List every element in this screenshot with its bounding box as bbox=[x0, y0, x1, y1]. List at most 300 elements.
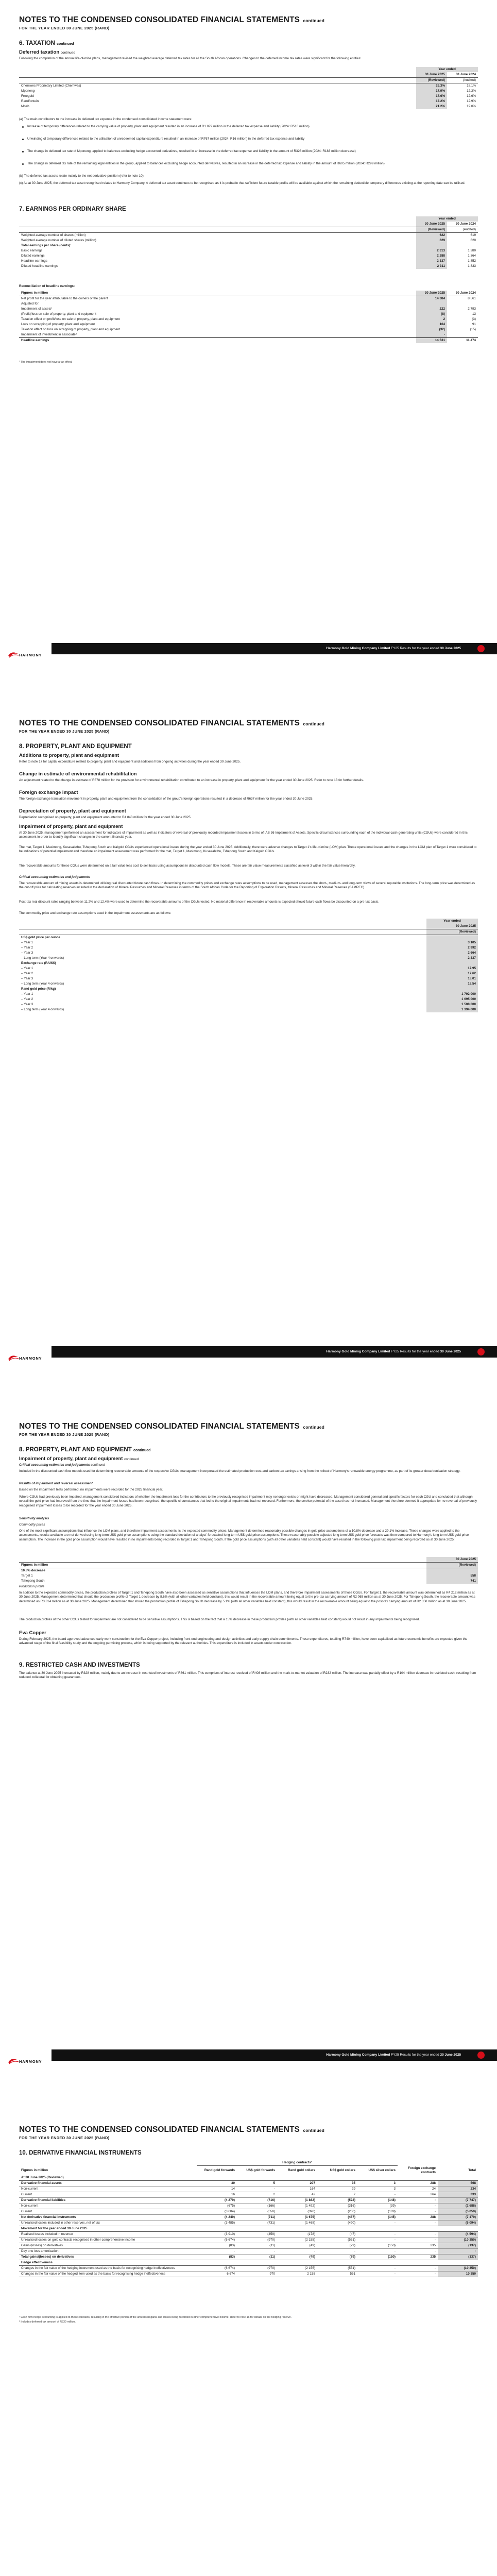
commodity-row-label: – Year 2 bbox=[21, 972, 33, 975]
derivative-cell: - bbox=[398, 2271, 438, 2277]
commodity-row bbox=[19, 951, 478, 956]
recon-row-value-2024: 13 bbox=[472, 312, 476, 316]
derivative-row-label: Realised losses included in revenue bbox=[19, 2231, 197, 2237]
commodity-row-label: – Year 3 bbox=[21, 1003, 33, 1006]
commodity-intro: The commodity price and exchange rate assumptions used in the impairment assessments are as follows: bbox=[19, 911, 172, 915]
eva-copper-title: Eva Copper bbox=[19, 1630, 46, 1636]
derivative-cell: (137) bbox=[438, 2243, 478, 2248]
section-10-title: 10. DERIVATIVE FINANCIAL INSTRUMENTS bbox=[19, 2150, 142, 2156]
derivative-row bbox=[19, 2197, 478, 2203]
eps-row-label: Diluted headline earnings bbox=[21, 264, 58, 268]
commodity-row-label: – Long term (Year 4 onwards) bbox=[21, 982, 64, 986]
commodity-group-label: US$ gold price per ounce bbox=[21, 936, 60, 939]
eps-row-label: Weighted average number of diluted shares (million) bbox=[21, 239, 96, 242]
derivative-cell: 568 bbox=[438, 2180, 478, 2186]
derivative-cell: 288 bbox=[398, 2214, 438, 2220]
bullet-item: Increase of temporary differences related to the carrying value of property, plant and equipment resulted in an increase of R1 079 million in the deferred tax expense and liability (2024: R510 million) bbox=[27, 125, 470, 129]
derivative-cell: - bbox=[197, 2248, 237, 2254]
derivative-row bbox=[19, 2248, 478, 2254]
section-9-paragraph: The balance at 30 June 2025 increased by R328 million, mainly due to an increase in restricted investments of R861 million. This comprises of interest received of R408 million and the mark-to-market valuation of R232 million. The increase was partially offset by a R104 million decrease in restricted cash, resulting from reduced collateral for obtaining guarantees. bbox=[19, 1671, 476, 1680]
recon-row-value-2024: (15) bbox=[470, 328, 476, 331]
eps-row-value-2025: 622 bbox=[416, 233, 447, 239]
derivative-cell: - bbox=[398, 2231, 438, 2237]
derivative-cell: (7 747) bbox=[438, 2197, 478, 2203]
impairment-paragraph-1: At 30 June 2025, management performed an assessment for indicators of impairment as well as indicators of reversal of previously recorded impairment losses in terms of IAS 36 Impairment of Assets. Specific circumstances surrounding each of the individual cash-generating units (CGUs) were considered in this assessment in order to identify significant changes in the current financial year. bbox=[19, 831, 468, 839]
derivative-cell: (1 675) bbox=[277, 2214, 317, 2220]
commodity-prices-title: Commodity prices bbox=[19, 1523, 45, 1527]
recon-row-value-2025: (32) bbox=[416, 327, 447, 332]
commodity-row bbox=[19, 971, 478, 976]
eps-row-label: Weighted average number of shares (million) bbox=[21, 233, 86, 237]
derivative-cell: (1 882) bbox=[277, 2197, 317, 2203]
rate-row-value-2024: 18.1% bbox=[467, 84, 476, 88]
recon-row-value-2024: 91 bbox=[472, 323, 476, 326]
derivative-section-row bbox=[19, 2226, 478, 2231]
page-subtitle: FOR THE YEAR ENDED 30 JUNE 2025 (RAND) bbox=[19, 729, 110, 734]
derivative-cell: - bbox=[357, 2248, 398, 2254]
production-paragraph: In addition to the expected commodity prices, the production profiles of Target 1 and Tshepong South have also been assessed as sensitive assumptions that influences the LOM plans, and therefore impairment assessments of those CGUs. For Target 1, the recoverable amount was determined as R4 212 million as at 30 June 2025. Management determined that should the production profile of Target 1 decrease by 8.6% (with all other variables held constant), this would result in the recoverable amount being equal to the pre-tax carrying amount of R2 065 million as at 30 June 2025. For Tshepong South, the recoverable amount was determined as R3 314 million as at 30 June 2025. Management determined that should the production profile of Tshepong South decrease by 5.1% (with all other variables held constant), this would result in the recoverable amount being equal to the post-tax carrying amount of R2 350 million as at 30 June 2025. bbox=[19, 1591, 475, 1603]
derivative-cell: 24 bbox=[398, 2186, 438, 2192]
rate-row-label: Moab bbox=[21, 105, 29, 108]
derivative-cell: - bbox=[317, 2248, 357, 2254]
derivative-col-header: Rand gold forwards bbox=[204, 2168, 235, 2172]
commodity-row-label: – Year 3 bbox=[21, 951, 33, 955]
derivative-cell: 5 bbox=[237, 2180, 277, 2186]
rate-row-label: Chemwes Proprietary Limited (Chemwes) bbox=[21, 84, 81, 88]
derivative-cell: (47) bbox=[317, 2231, 357, 2237]
recon-row-value-2024: 8 561 bbox=[468, 297, 476, 300]
derivative-cell: (487) bbox=[317, 2214, 357, 2220]
footer-bar bbox=[0, 643, 497, 654]
rate-row-value-2024: 12.6% bbox=[467, 94, 476, 98]
commodity-row-label: – Year 3 bbox=[21, 977, 33, 980]
derivative-cell: (551) bbox=[317, 2237, 357, 2243]
page-subtitle: FOR THE YEAR ENDED 30 JUNE 2025 (RAND) bbox=[19, 26, 110, 30]
derivative-footnote: ² Includes deferred tax amount of R530 million. bbox=[19, 2320, 76, 2324]
derivative-cell: - bbox=[357, 2192, 398, 2197]
impairment-paragraph-3: The recoverable amounts for these CGUs were determined on a fair value less cost to sell basis using assumptions in discounted cash flow models. These are fair value measurements classified as level 3 within the fair value hierarchy. bbox=[19, 864, 356, 868]
derivative-cell: (2 155) bbox=[277, 2265, 317, 2271]
rate-row-value-2024: 12.9% bbox=[467, 99, 476, 103]
commodity-row bbox=[19, 981, 478, 987]
derivative-cell: (83) bbox=[197, 2254, 237, 2260]
eps-row bbox=[19, 238, 478, 243]
rate-row-label: Freegold bbox=[21, 94, 34, 98]
commodity-paragraph: One of the most significant assumptions that influence the LOM plans, and therefore impairment assessments, is the expected commodity prices. Management determined reasonably possible changes in gold price assumptions of a 10.8% decrease and a 29.1% increase. These changes were applied to the assessments, results available are not derived using long term US$ gold price assumptions using the standard deviation of analyst' forecasted long-term US$ gold price assumptions. These reasonably possible adjusted long term US$ gold price forecasts was then compared to Harmony's long-term US$ gold price assumption. The increase in the gold price assumption would have resulted in no impairments being recorded in Target 1 and Tshepong South. If the gold price assumptions (with all other variables held constant) would have resulted in the following post-tax impairment being recorded as at 30 June 2025: bbox=[19, 1529, 469, 1541]
rate-row bbox=[19, 99, 478, 104]
derivative-cell: (1 468) bbox=[277, 2220, 317, 2226]
derivative-cell: - bbox=[237, 2248, 277, 2254]
page-2: NOTES TO THE CONDENSED CONSOLIDATED FINANCIAL STATEMENTS continued FOR THE YEAR ENDED 30 JUNE 2025 (RAND) 8. PROPERTY, PLANT AND EQUIPMENT Additions to property, plant and equipment Refer to note 17 for capital expenditure related to property, plant and equipment and additions from ongoing activities during the year ended 30 June 2025. Change in estimate of environmental rehabilitation An adjustment related to the change in estimate of R578 million for the provision for environmental rehabilitation contributed to an increase in property, plant and equipment for the year ended 30 June 2025. Refer to note 13 for further details. Foreign exchange impact The foreign exchange translation movement in property, plant and equipment from the consolidation of the group's foreign operations resulted in a decrease of R637 million for the year ended 30 June 2025. Depreciation of property, plant and equipment Depreciation recognised on property, plant and equipment amounted to R4 843 million for the year ended 30 June 2025. Impairment of property, plant and equipment At 30 June 2025, management performed an assessment for indicators of impairment as well as indicators of reversal of previously recorded impairment losses in terms of IAS 36 Impairment of Assets. Specific circumstances surrounding each of the individual cash-generating units (CGUs) were considered in this assessment in order to identify significant changes in the current financial year. The mat, Target 1, Masimong, Kusasalethu, Tshepong South and Kalgold CGUs experienced operational issues during the year ended 30 June 2025. Additionally, there were adverse changes to Target 1's life-of-mine (LOM) plan. These operational issues and the changes in the LOM plan of Target 1 were considered to be indications of potential impairment and therefore an impairment assessment was performed for the mat, Target 1, Masimong, Kusasalethu, Tshepong South and Kalgold CGUs. The recoverable amounts for these CGUs were determined on a fair value less cost to sell basis using assumptions in discounted cash flow models. These are fair value measurements classified as level 3 within the fair value hierarchy. Critical accounting estimates and judgements The recoverable amount of mining assets is determined utilising real discounted future cash flows. In determining the commodity prices and exchange rates assumptions to be used, management assesses the short-, medium- and long-term views of several reputable institutions. The long-term price was determined as the cut-off price for calculating reserves included in the declaration of Mineral Resources and Mineral Reserves in terms of the South African Code for the Reporting of Exploration Results, Mineral Resources and Mineral Reserves (SAMREC). Post-tax real discount rates ranging between 11.2% and 12.4% were used to determine the recoverable amounts of the CGUs tested. No material difference in recoverable amounts is expected should future cash flows be discounted on a pre-tax basis. The commodity price and exchange rate assumptions used in the impairment assessments are as follows: Year ended 30 June 2025 (Reviewed) US$ gold price per ounce – Year 1 3 105 – Year 2 2 992 – Year 3 2 664 – Long term (Year 4 onwards) 2 337 Exchange rate (R/US$) – Year 1 17.95 – Year 2 17.62 – Year 3 18.01 – Long term (Year 4 onwards) 18.54 Rand gold price (R/kg) – Year 1 1 792 000 – Year 2 1 695 000 – Year 3 1 508 000 – Long term (Year 4 onwards) 1 394 000 Harmony Gold Mining Company Limited FY25 Results for the year ended 30 June 2025 HARMONY bbox=[0, 703, 497, 1406]
page-subtitle: FOR THE YEAR ENDED 30 JUNE 2025 (RAND) bbox=[19, 1432, 110, 1437]
commodity-group-head bbox=[19, 935, 478, 941]
sensitivity-title: Sensitivity analysis bbox=[19, 1517, 49, 1520]
derivative-cell: (459) bbox=[237, 2231, 277, 2237]
derivative-cell: - bbox=[398, 2220, 438, 2226]
derivative-row-label: Changes in the fair value of the hedged item used as the basis for recognising hedge ineffectiveness bbox=[19, 2271, 197, 2277]
recon-row bbox=[19, 301, 478, 307]
derivative-cell: (49) bbox=[277, 2254, 317, 2260]
critical-paragraph: The recoverable amount of mining assets is determined utilising real discounted future cash flows. In determining the commodity prices and exchange rates assumptions to be used, management assesses the short-, medium- and long-term views of several reputable institutions. The long-term price was determined as the cut-off price for calculating reserves included in the declaration of Mineral Resources and Mineral Reserves in terms of the South African Code for the Reporting of Exploration Results, Mineral Resources and Mineral Reserves (SAMREC). bbox=[19, 882, 475, 890]
commodity-row-value: 3 105 bbox=[426, 940, 478, 945]
recon-title: Reconciliation of headline earnings: bbox=[19, 284, 75, 288]
section-8-title: 8. PROPERTY, PLANT AND EQUIPMENT continued bbox=[19, 1447, 151, 1453]
commodity-row-value: 18.54 bbox=[426, 981, 478, 987]
rate-row bbox=[19, 89, 478, 94]
deferred-paragraph: Following the completion of the annual life-of-mine plans, management revised the weighted average deferred tax rates for all the South African operations. Changes to the deferred income tax rates were significant for the following entities: bbox=[19, 57, 362, 60]
derivative-cell: 288 bbox=[398, 2180, 438, 2186]
eps-row-label: Basic earnings bbox=[21, 249, 43, 252]
commodity-row-label: – Year 1 bbox=[21, 992, 33, 996]
derivative-section-label: At 30 June 2025 (Reviewed) bbox=[19, 2175, 478, 2181]
derivative-cell: (716) bbox=[237, 2197, 277, 2203]
derivative-row-label: Non-current bbox=[19, 2186, 197, 2192]
eps-row-value-2024: 1 852 bbox=[468, 259, 476, 263]
footer-text: Harmony Gold Mining Company Limited FY25 Results for the year ended 30 June 2025 bbox=[326, 2053, 461, 2057]
section-8-title: 8. PROPERTY, PLANT AND EQUIPMENT bbox=[19, 743, 132, 750]
derivative-cell: (150) bbox=[357, 2243, 398, 2248]
derivative-cell: - bbox=[398, 2197, 438, 2203]
commodity-row-value: 2 992 bbox=[426, 945, 478, 951]
derivative-cell: (11) bbox=[237, 2243, 277, 2248]
footer-bar bbox=[0, 1346, 497, 1358]
derivative-cell: (137) bbox=[438, 2254, 478, 2260]
commodity-row bbox=[19, 997, 478, 1002]
derivative-cell: 235 bbox=[398, 2243, 438, 2248]
derivative-cell: (39) bbox=[357, 2203, 398, 2209]
derivative-cell: (148) bbox=[357, 2197, 398, 2203]
derivative-cell: 970 bbox=[237, 2271, 277, 2277]
recon-row bbox=[19, 322, 478, 327]
sensitivity-row-label: Tshepong South bbox=[21, 1579, 45, 1583]
bullet-item: The change in deferred tax rate of Mponeng, applied to balances excluding hedge accounted derivatives, resulted in an increase in the deferred tax expense and liability in the amount of R328 million (2024: R183 million decrease) bbox=[27, 149, 470, 154]
commodity-row-value: 17.95 bbox=[426, 966, 478, 971]
eps-row-value-2025: 629 bbox=[416, 238, 447, 243]
derivative-cell: - bbox=[398, 2203, 438, 2209]
derivative-cell: (150) bbox=[357, 2254, 398, 2260]
derivative-cell: (970) bbox=[237, 2237, 277, 2243]
commodity-row-value: 2 664 bbox=[426, 951, 478, 956]
commodity-row bbox=[19, 1007, 478, 1012]
footer-text: Harmony Gold Mining Company Limited FY25 Results for the year ended 30 June 2025 bbox=[326, 647, 461, 650]
page-title: NOTES TO THE CONDENSED CONSOLIDATED FINANCIAL STATEMENTS continued bbox=[19, 1422, 324, 1431]
derivative-cell: (83) bbox=[197, 2243, 237, 2248]
note-a: (a) The main contributors to the increase in deferred tax expense in the condensed consolidated income statement were: bbox=[19, 117, 193, 121]
commodity-row bbox=[19, 940, 478, 945]
derivative-cell: (145) bbox=[357, 2214, 398, 2220]
production-paragraph-2: The production profiles of the other CGUs tested for impairment are not considered to be sensitive assumptions. This is based on the fact that a 15% decrease in these production profiles (with all other variables held constant) would not result in any impairments being recognised. bbox=[19, 1618, 420, 1621]
derivative-cell: (166) bbox=[237, 2203, 277, 2209]
recon-row bbox=[19, 296, 478, 302]
derivative-cell: (490) bbox=[317, 2220, 357, 2226]
eps-row bbox=[19, 233, 478, 239]
recon-row-value-2025: 2 bbox=[416, 317, 447, 322]
derivative-cell: (2 688) bbox=[438, 2203, 478, 2209]
eps-row bbox=[19, 259, 478, 264]
recon-footnote: ¹ The impairment does not have a tax effect. bbox=[19, 361, 73, 364]
page-3: NOTES TO THE CONDENSED CONSOLIDATED FINANCIAL STATEMENTS continued FOR THE YEAR ENDED 30 JUNE 2025 (RAND) 8. PROPERTY, PLANT AND EQUIPMENT continued Impairment of property, plant and equipment continued Critical accounting estimates and judgements continued Included in the discounted cash flow models used for determining recoverable amounts of the respective CGUs, management incorporated the estimated production cost and carbon tax savings arising from the rollout of Harmony's renewable energy programme, as part of its greater decarbonisation strategy. Results of impairment and reversal assessment Based on the impairment tests performed, no impairments were recorded for the 2025 financial year. Where CGUs had previously been impaired, management considered indicators of whether the impairment loss for the contributors to the previously recognised impairment may no longer exists or might have decreased. Management considered general and specific factors for each CGU and concluded that although overall the gold price had improved from the time that the impairment losses had been recognised, the specific circumstances that led to the original impairments had not reversed. Furthermore, the service potential of the asset has not increased. Management therefore deemed it appropriate for no reversal of previously recognised impairment losses to be recorded for the year ended 30 June 2025. Sensitivity analysis Commodity prices One of the most significant assumptions that influence the LOM plans, and therefore impairment assessments, is the expected commodity prices. Management determined reasonably possible changes in gold price assumptions of a 10.8% decrease and a 29.1% increase. These changes were applied to the assessments, results available are not derived using long term US$ gold price assumptions using the standard deviation of analyst' forecasted long-term US$ gold price assumptions. These reasonably possible adjusted long term US$ gold price forecasts was then compared to Harmony's long-term US$ gold price assumption. The increase in the gold price assumption would have resulted in no impairments being recorded in Target 1 and Tshepong South. If the gold price assumptions (with all other variables held constant) would have resulted in the following post-tax impairment being recorded as at 30 June 2025: 30 June 2025 Figures in million (Reviewed) 10.8% decrease Target 1 558 Tshepong South 741 Production profile In addition to the expected commodity prices, the production profiles of Target 1 and Tshepong South have also been assessed as sensitive assumptions that influences the LOM plans, and therefore impairment assessments of those CGUs. For Target 1, the recoverable amount was determined as R4 212 million as at 30 June 2025. Management determined that should the production profile of Target 1 decrease by 8.6% (with all other variables held constant), this would result in the recoverable amount being equal to the pre-tax carrying amount of R2 065 million as at 30 June 2025. For Tshepong South, the recoverable amount was determined as R3 314 million as at 30 June 2025. Management determined that should the production profile of Tshepong South decrease by 5.1% (with all other variables held constant), this would result in the recoverable amount being equal to the post-tax carrying amount of R2 350 million as at 30 June 2025. The production profiles of the other CGUs tested for impairment are not considered to be sensitive assumptions. This is based on the fact that a 15% decrease in these production profiles (with all other variables held constant) would not result in any impairments being recognised. Eva Copper During February 2025, the board approved advanced early work construction for the Eva Copper project, including front end engineering and design activities and early supply chain commitments. These expenditures, totalling R740 million, have been capitalised as future economic benefits are expected given the advanced stage of the final feasibility study and the ongoing permitting process, which is being supported by the relevant authorities. This expenditure is included in assets under construction. 9. RESTRICTED CASH AND INVESTMENTS The balance at 30 June 2025 increased by R328 million, mainly due to an increase in restricted investments of R861 million. This comprises of interest received of R408 million and the mark-to-market valuation of R232 million. The increase was partially offset by a R104 million decrease in restricted cash, resulting from reduced collateral for obtaining guarantees. Harmony Gold Mining Company Limited FY25 Results for the year ended 30 June 2025 HARMONY bbox=[0, 1406, 497, 2110]
derivative-cell: 30 bbox=[197, 2180, 237, 2186]
derivative-cell: 3 bbox=[357, 2186, 398, 2192]
derivative-cell: (550) bbox=[237, 2209, 277, 2214]
derivative-row-label: Current bbox=[19, 2209, 197, 2214]
derivative-row bbox=[19, 2265, 478, 2271]
rate-row-label: Mponeng bbox=[21, 89, 35, 93]
derivative-cell: (522) bbox=[317, 2197, 357, 2203]
footer-text: Harmony Gold Mining Company Limited FY25 Results for the year ended 30 June 2025 bbox=[326, 1350, 461, 1353]
derivative-col-header: US$ silver collars bbox=[368, 2168, 396, 2172]
commodity-row-label: – Long term (Year 4 onwards) bbox=[21, 1008, 64, 1011]
recon-row bbox=[19, 338, 478, 344]
derivative-col-header: Rand gold collars bbox=[288, 2168, 315, 2172]
page-badge-icon bbox=[477, 645, 485, 652]
recon-row-value-2024 bbox=[447, 301, 478, 307]
commodity-row-value: 18.01 bbox=[426, 976, 478, 981]
derivative-row-label: Non-current bbox=[19, 2203, 197, 2209]
page-title: NOTES TO THE CONDENSED CONSOLIDATED FINANCIAL STATEMENTS continued bbox=[19, 2125, 324, 2134]
commodity-row-label: – Year 2 bbox=[21, 946, 33, 950]
derivative-cell: (3 485) bbox=[197, 2220, 237, 2226]
derivative-cell: 2 bbox=[237, 2192, 277, 2197]
derivative-cell: - bbox=[398, 2248, 438, 2254]
derivative-cell: (4 249) bbox=[197, 2214, 237, 2220]
rate-row-label: Randfontein bbox=[21, 99, 39, 103]
rehab-title: Change in estimate of environmental rehabilitation bbox=[19, 771, 137, 777]
derivative-col-header: US$ gold forwards bbox=[246, 2168, 275, 2172]
commodity-row-value: 1 394 000 bbox=[426, 1007, 478, 1012]
recon-row bbox=[19, 312, 478, 317]
derivative-cell: 29 bbox=[317, 2186, 357, 2192]
derivative-cell: (7 179) bbox=[438, 2214, 478, 2220]
derivative-cell: 2 155 bbox=[277, 2271, 317, 2277]
recon-row-value-2024: 2 793 bbox=[468, 307, 476, 311]
derivative-cell: - bbox=[277, 2248, 317, 2254]
page-badge-icon bbox=[477, 1348, 485, 1355]
derivative-cell: 333 bbox=[438, 2192, 478, 2197]
derivative-cell: 207 bbox=[277, 2180, 317, 2186]
bullet-item: Unwinding of temporary differences related to the utilisation of unredeemed capital expenditure resulted in an increase of R767 million (2024: R16 million) in the deferred tax expense and liability bbox=[27, 137, 470, 141]
commodity-group-label: Exchange rate (R/US$) bbox=[21, 961, 56, 965]
derivative-row bbox=[19, 2237, 478, 2243]
discount-paragraph: Post-tax real discount rates ranging between 11.2% and 12.4% were used to determine the recoverable amounts of the CGUs tested. No material difference in recoverable amounts is expected should future cash flows be discounted on a pre-tax basis. bbox=[19, 900, 380, 904]
derivative-cell: - bbox=[398, 2209, 438, 2214]
derivative-row-label: Day one loss amortisation bbox=[19, 2248, 197, 2254]
eps-row-value-2025: 2 311 bbox=[416, 264, 447, 269]
harmony-logo-icon bbox=[8, 1354, 19, 1361]
derivative-cell: (2 155) bbox=[277, 2237, 317, 2243]
recon-row-label: Adjusted for: bbox=[21, 302, 40, 306]
commodity-row bbox=[19, 992, 478, 997]
deferred-taxation-title: Deferred taxation continued bbox=[19, 49, 75, 55]
derivative-cell: (49) bbox=[277, 2243, 317, 2248]
commodity-row-value: 1 695 000 bbox=[426, 997, 478, 1002]
commodity-row bbox=[19, 945, 478, 951]
recon-row-label: Headline earnings bbox=[19, 338, 416, 344]
harmony-logo-icon bbox=[8, 2057, 19, 2064]
rate-row-value-2025: 17.6% bbox=[416, 94, 447, 99]
derivative-row bbox=[19, 2231, 478, 2237]
commodity-row-value: 1 508 000 bbox=[426, 1002, 478, 1007]
additions-title: Additions to property, plant and equipment bbox=[19, 753, 119, 758]
recon-row-label: Net profit for the year attributable to the owners of the parent bbox=[21, 297, 108, 300]
page-4 bbox=[0, 2110, 497, 2576]
recon-row-value-2025 bbox=[416, 301, 447, 307]
page-1: NOTES TO THE CONDENSED CONSOLIDATED FINANCIAL STATEMENTS continued FOR THE YEAR ENDED 30 JUNE 2025 (RAND) 6. TAXATION continued Deferred taxation continued Following the completion of the annual life-of-mine plans, management revised the weighted average deferred tax rates for all the South African operations. Changes to the deferred income tax rates were significant for the following entities: Year ended 30 June 2025 30 June 2024 (Reviewed) (Audited) Chemwes Proprietary Limited (Chemwes) 26.3% 18.1% Mponeng 17.9% 12.3% Freegold 17.6% 12.6% Randfontein 17.2% 12.9% Moab 21.2% 19.0% (a) The main contributors to the increase in deferred tax expense in the condensed consolidated income statement were: Increase of temporary differences related to the carrying value of property, plant and equipment resulted in an increase of R1 079 million in the deferred tax expense and liability (2024: R510 million) Unwinding of temporary differences related to the utilisation of unredeemed capital expenditure resulted in an increase of R767 million (2024: R16 million) in the deferred tax expense and liability The change in deferred tax rate of Mponeng, applied to balances excluding hedge accounted derivatives, resulted in an increase in the deferred tax expense and liability in the amount of R328 million (2024: R183 million decrease) The change in deferred tax rate of the remaining legal entities in the group, applied to balances excluding hedge accounted derivatives, resulted in an increase in the deferred tax expense and liability in the amount of R605 million (2024: R299 million). (b) The deferred tax assets relate mainly to the net derivative position (refer to note 10). (c) As at 30 June 2025, the deferred tax asset recognised relates to Harmony Company. A deferred tax asset continues to be recognised as it is probable that sufficient future taxable profits will be available against which the remaining deductible temporary differences existing at the reporting date can be utilised. 7. EARNINGS PER ORDINARY SHARE Year ended 30 June 2025 30 June 2024 (Reviewed) (Audited) Weighted average number of shares (million) 622 619 Weighted average number of diluted shares (million) 629 620 Total earnings per share (cents): Basic earnings 2 313 1 380 Diluted earnings 2 288 1 364 Headline earnings 2 337 1 852 Diluted headline earnings 2 311 1 833 Reconciliation of headline earnings: Figures in million 30 June 2025 30 June 2024 Net profit for the year attributable to the owners of the parent 14 384 8 561 Adjusted for: Impairment of assets¹ 222 2 793 (Profit)/loss on sale of property, plant and equipment (8) 13 Taxation effect on profit/loss on sale of property, plant and equipment 2 (3) Loss on scrapping of property, plant and equipment 164 91 Taxation effect on loss on scrapping of property, plant and equipment (32) (15) Impairment of investment in associate² - Headline earnings 14 531 11 474 ¹ The impairment does not have a tax effect. Harmony Gold Mining Company Limited FY25 Results for the year ended 30 June 2025 HARMONY bbox=[0, 0, 497, 703]
recon-row-value-2025: 222 bbox=[416, 307, 447, 312]
derivative-cell: 235 bbox=[398, 2254, 438, 2260]
derivative-cell: (970) bbox=[237, 2265, 277, 2271]
eps-row-label: Diluted earnings bbox=[21, 254, 45, 258]
eps-row-value-2024: 1 364 bbox=[468, 254, 476, 258]
derivative-cell: (6 674) bbox=[197, 2265, 237, 2271]
recon-row-label: (Profit)/loss on sale of property, plant and equipment bbox=[21, 312, 96, 316]
eps-row-value-2025: 2 288 bbox=[416, 253, 447, 259]
derivative-row-label: Gains/(losses) on derivatives bbox=[19, 2243, 197, 2248]
derivative-cell: 264 bbox=[398, 2192, 438, 2197]
commodity-row-value: 2 337 bbox=[426, 956, 478, 961]
eps-row-label: Headline earnings bbox=[21, 259, 47, 263]
eps-row-value-2024: 619 bbox=[470, 233, 476, 237]
eps-row-value-2025: 2 313 bbox=[416, 248, 447, 253]
harmony-logo-icon bbox=[8, 651, 19, 658]
rate-row-value-2025: 17.9% bbox=[416, 89, 447, 94]
derivative-cell: (731) bbox=[237, 2220, 277, 2226]
rate-row bbox=[19, 94, 478, 99]
derivative-cell: - bbox=[237, 2186, 277, 2192]
derivative-section-label: Movement for the year ended 30 June 2025 bbox=[19, 2226, 478, 2231]
commodity-row-label: – Long term (Year 4 onwards) bbox=[21, 956, 64, 960]
derivatives-table: Hedging contracts¹ Figures in million Rand gold forwards US$ gold forwards Rand gold collars US$ gold collars US$ silver collars Foreign exchange contracts Total At 30 June 2025 (Reviewed) Derivative financial assets 30 5 207 35 3 288 568 Non-current 14 - 164 29 3 24 234 Current 16 2 42 7 - 264 333 Derivative financial liabilities (4 279) (716) (1 882) (522) (148) - (7 747) Non-current (675) (166) (1 492) (316) (39) - (2 688) Current (3 604) (550) (390) (206) (109) - (5 059) Net derivative financial instruments (4 249) (711) (1 675) (487) (145) 288 (7 179) Unrealised losses included in other reserves, net of tax (3 485) (731) (1 468) (490) - - (6 094) Movement for the year ended 30 June 2025 Realised losses included in revenue (3 910) (459) (178) (47) - - (4 594) Unrealised losses on gold contracts recognised in other comprehensive income (6 674) (970) (2 155) (551) - - (10 350) Gains/(losses) on derivatives (83) (11) (49) (79) (150) 235 (137) Day one loss amortisation - - - - - - - Total gains/(losses) on derivatives (83) (11) (49) (79) (150) 235 (137) Hedge effectiveness Changes in the fair value of the hedging instrument used as the basis for recognising hedge ineffectiveness (6 674) (970) (2 155) (551) - - (10 350) Changes in the fair value of the hedged item used as the basis for recognising hedge ineffectiveness 6 674 970 2 155 551 - - 10 350 bbox=[19, 2160, 478, 2277]
derivative-section-row bbox=[19, 2175, 478, 2181]
recon-row-value-2025: 164 bbox=[416, 322, 447, 327]
derivative-cell: - bbox=[438, 2248, 478, 2254]
results-title: Results of impairment and reversal assessment bbox=[19, 1482, 93, 1485]
recon-row bbox=[19, 327, 478, 332]
eva-copper-paragraph: During February 2025, the board approved advanced early work construction for the Eva Copper project, including front end engineering and design activities and early supply chain commitments. These expenditures, totalling R740 million, have been capitalised as future economic benefits are expected given the advanced stage of the final feasibility study and the ongoing permitting process, which is being supported by the relevant authorities. This expenditure is included in assets under construction. bbox=[19, 1637, 468, 1646]
recon-row-value-2024: (3) bbox=[472, 317, 476, 321]
derivative-row bbox=[19, 2192, 478, 2197]
commodity-group-label: Rand gold price (R/kg) bbox=[21, 987, 56, 991]
derivative-row-label: Current bbox=[19, 2192, 197, 2197]
impairment-title: Impairment of property, plant and equipment continued bbox=[19, 1456, 139, 1462]
rate-row bbox=[19, 83, 478, 89]
page-title: NOTES TO THE CONDENSED CONSOLIDATED FINANCIAL STATEMENTS continued bbox=[19, 719, 324, 727]
results-paragraph-2: Where CGUs had previously been impaired, management considered indicators of whether the impairment loss for the contributors to the previously recognised impairment may no longer exists or might have decreased. Management considered general and specific factors for each CGU and concluded that although overall the gold price had improved from the time that the impairment losses had been recognised, the specific circumstances that led to the original impairments had not reversed. Furthermore, the service potential of the asset has not increased. Management therefore deemed it appropriate for no reversal of previously recognised impairment losses to be recorded for the year ended 30 June 2025. bbox=[19, 1495, 477, 1507]
recon-row-label: Impairment of assets¹ bbox=[21, 307, 53, 311]
rate-row bbox=[19, 104, 478, 109]
recon-row bbox=[19, 332, 478, 338]
recon-row-value-2025: 14 384 bbox=[416, 296, 447, 302]
derivative-cell: - bbox=[398, 2265, 438, 2271]
note-b: (b) The deferred tax assets relate mainly to the net derivative position (refer to note 10). bbox=[19, 174, 145, 178]
commodity-row bbox=[19, 966, 478, 971]
derivative-cell: (10 350) bbox=[438, 2237, 478, 2243]
derivative-row-label: Unrealised losses included in other reserves, net of tax bbox=[19, 2220, 197, 2226]
recon-row-value-2025: - bbox=[416, 332, 447, 338]
derivative-section-label: Hedge effectiveness bbox=[19, 2260, 478, 2265]
recon-row-value-2024: 11 474 bbox=[447, 338, 478, 344]
sensitivity-row-label: Target 1 bbox=[21, 1574, 33, 1578]
note-c: (c) As at 30 June 2025, the deferred tax asset recognised relates to Harmony Company. A deferred tax asset continues to be recognised as it is probable that sufficient future taxable profits will be available against which the remaining deductible temporary differences existing at the reporting date can be utilised. bbox=[19, 181, 466, 185]
derivative-cell: 42 bbox=[277, 2192, 317, 2197]
commodity-row bbox=[19, 1002, 478, 1007]
derivative-cell: (6 094) bbox=[438, 2220, 478, 2226]
derivative-cell: (178) bbox=[277, 2231, 317, 2237]
derivative-row bbox=[19, 2209, 478, 2214]
sensitivity-row-value: 741 bbox=[426, 1579, 478, 1584]
additions-paragraph: Refer to note 17 for capital expenditure related to property, plant and equipment and additions from ongoing activities during the year ended 30 June 2025. bbox=[19, 760, 241, 764]
commodity-row-label: – Year 2 bbox=[21, 997, 33, 1001]
sensitivity-row-value: 558 bbox=[426, 1573, 478, 1579]
critical-paragraph: Included in the discounted cash flow models used for determining recoverable amounts of the respective CGUs, management incorporated the estimated production cost and carbon tax savings arising from the rollout of Harmony's renewable energy programme, as part of its greater decarbonisation strategy. bbox=[19, 1469, 460, 1473]
derivative-cell: 164 bbox=[277, 2186, 317, 2192]
commodity-row-label: – Year 1 bbox=[21, 967, 33, 970]
derivative-cell: (11) bbox=[237, 2254, 277, 2260]
derivative-cell: (1 492) bbox=[277, 2203, 317, 2209]
derivative-cell: - bbox=[357, 2265, 398, 2271]
derivative-cell: 10 350 bbox=[438, 2271, 478, 2277]
derivative-cell: (109) bbox=[357, 2209, 398, 2214]
eps-row bbox=[19, 253, 478, 259]
derivative-row bbox=[19, 2203, 478, 2209]
eps-table: Year ended 30 June 2025 30 June 2024 (Reviewed) (Audited) Weighted average number of shares (million) 622 619 Weighted average number of diluted shares (million) 629 620 Total earnings per share (cents): Basic earnings 2 313 1 380 Diluted earnings 2 288 1 364 Headline earnings 2 337 1 852 Diluted headline earnings 2 311 1 833 bbox=[19, 216, 478, 269]
recon-table: Figures in million 30 June 2025 30 June 2024 Net profit for the year attributable to the owners of the parent 14 384 8 561 Adjusted for: Impairment of assets¹ 222 2 793 (Profit)/loss on sale of property, plant and equipment (8) 13 Taxation effect on profit/loss on sale of property, plant and equipment 2 (3) Loss on scrapping of property, plant and equipment 164 91 Taxation effect on loss on scrapping of property, plant and equipment (32) (15) Impairment of investment in associate² - Headline earnings 14 531 11 474 bbox=[19, 291, 478, 343]
footer-bar bbox=[0, 2049, 497, 2061]
derivative-footnote: ¹ Cash flow hedge accounting is applied to these contracts, resulting in the effective portion of the unrealised gains and losses being recorded in other comprehensive income. Refer to note 16 for details on the hedging reserve. bbox=[19, 2316, 292, 2319]
derivative-cell: 551 bbox=[317, 2271, 357, 2277]
derivative-col-header: Total bbox=[468, 2168, 476, 2172]
page-subtitle: FOR THE YEAR ENDED 30 JUNE 2025 (RAND) bbox=[19, 2136, 110, 2140]
derivative-cell: 234 bbox=[438, 2186, 478, 2192]
eps-row-value-2025: 2 337 bbox=[416, 259, 447, 264]
page-title: NOTES TO THE CONDENSED CONSOLIDATED FINANCIAL STATEMENTS continued bbox=[19, 15, 324, 24]
commodity-row-value: 17.62 bbox=[426, 971, 478, 976]
derivative-cell: (4 594) bbox=[438, 2231, 478, 2237]
derivative-row-label: Derivative financial assets bbox=[19, 2180, 197, 2186]
derivative-cell: 6 674 bbox=[197, 2271, 237, 2277]
derivative-cell: 35 bbox=[317, 2180, 357, 2186]
sensitivity-row bbox=[19, 1579, 478, 1584]
derivative-row bbox=[19, 2243, 478, 2248]
rate-row-value-2024: 12.3% bbox=[467, 89, 476, 93]
derivative-cell: 14 bbox=[197, 2186, 237, 2192]
recon-row-label: Taxation effect on loss on scrapping of property, plant and equipment bbox=[21, 328, 120, 331]
critical-estimates-title: Critical accounting estimates and judgements continued bbox=[19, 1463, 105, 1467]
depreciation-paragraph: Depreciation recognised on property, plant and equipment amounted to R4 843 million for the year ended 30 June 2025. bbox=[19, 816, 192, 819]
derivative-cell: (10 350) bbox=[438, 2265, 478, 2271]
eps-row bbox=[19, 248, 478, 253]
commodity-group-head bbox=[19, 987, 478, 992]
derivative-row bbox=[19, 2271, 478, 2277]
section-9-title: 9. RESTRICTED CASH AND INVESTMENTS bbox=[19, 1662, 140, 1668]
rate-row-value-2025: 17.2% bbox=[416, 99, 447, 104]
recon-row-label: Loss on scrapping of property, plant and equipment bbox=[21, 323, 95, 326]
commodity-row-label: – Year 1 bbox=[21, 941, 33, 944]
recon-row-label: Taxation effect on profit/loss on sale of property, plant and equipment bbox=[21, 317, 120, 321]
recon-row-label: Impairment of investment in associate² bbox=[21, 333, 77, 336]
eps-row bbox=[19, 264, 478, 269]
production-title: Production profile bbox=[19, 1585, 45, 1588]
rate-row-value-2025: 21.2% bbox=[416, 104, 447, 109]
depreciation-title: Depreciation of property, plant and equipment bbox=[19, 808, 126, 814]
derivative-row bbox=[19, 2254, 478, 2260]
derivative-cell: (79) bbox=[317, 2254, 357, 2260]
derivative-cell: - bbox=[398, 2237, 438, 2243]
derivative-cell: (3 604) bbox=[197, 2209, 237, 2214]
derivative-cell: - bbox=[357, 2220, 398, 2226]
derivative-cell: (711) bbox=[237, 2214, 277, 2220]
rehab-paragraph: An adjustment related to the change in estimate of R578 million for the provision for environmental rehabilitation contributed to an increase in property, plant and equipment for the year ended 30 June 2025. Refer to note 13 for further details. bbox=[19, 778, 364, 782]
